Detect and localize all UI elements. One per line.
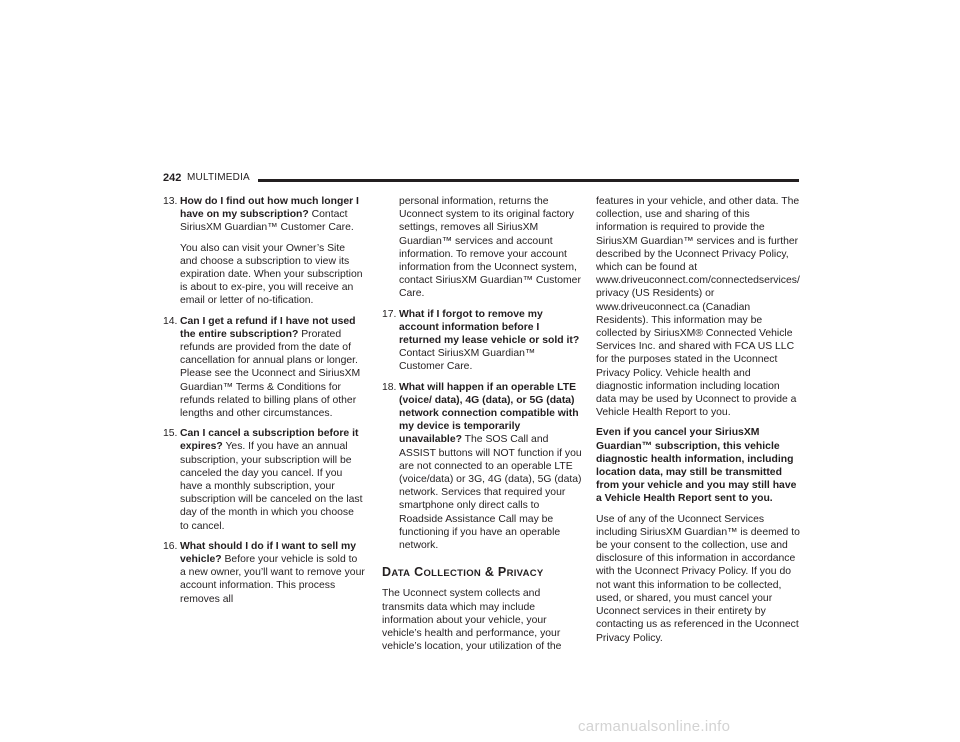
- faq-item-14: [163, 315, 365, 421]
- faq-answer: Contact SiriusXM Guardian™ Customer Care.: [399, 348, 536, 373]
- item-number: 18.: [382, 381, 397, 393]
- faq-question: Can I get a refund if I have not used the entire subscription?: [180, 315, 356, 340]
- header-rule: [258, 179, 799, 182]
- watermark: carmanualsonline.info: [578, 718, 731, 735]
- privacy-paragraph-3: Use of any of the Uconnect Services including SiriusXM Guardian™ is deemed to be your consent to the collection, use and disclosure of this information in accordance with the Uconnect Privacy Policy. If you do not want this information to be collected, used, or shared, you must cancel your Uconnect services in their entirety by contacting us as referenced in the Uconnect Privacy Policy.: [596, 513, 800, 644]
- faq-answer-extra: You also can visit your Owner’s Site and choose a subscription to view its expiration date. When your subscription is about to ex-pire, you will receive an email or letter of no-tification.: [180, 242, 363, 307]
- item-number: 16.: [163, 540, 178, 552]
- faq-item-17: [382, 308, 582, 374]
- faq-answer: The SOS Call and ASSIST buttons will NOT function if you are not connected to an operable LTE (voice/data) or 3G, 4G (data), 5G (data) network. Services that required your smartphone only direct calls to Roadside Assistance Call may be functioning if you have an operable network.: [399, 434, 582, 552]
- section-heading: DATA COLLECTION & PRIVACY: [382, 565, 544, 580]
- faq-question: Can I cancel a subscription before it expires?: [180, 428, 359, 453]
- faq-question: How do I find out how much longer I have on my subscription?: [180, 196, 359, 221]
- column-1: [163, 195, 365, 613]
- data-collection-paragraph: The Uconnect system collects and transmits data which may include information about your vehicle, your vehicle’s health and performance, your vehicle’s location, your utilization of the: [382, 588, 562, 653]
- faq-answer: Contact SiriusXM Guardian™ Customer Care.: [180, 209, 354, 234]
- page-header: [163, 172, 799, 188]
- privacy-paragraph-2: Even if you cancel your SiriusXM Guardian™ subscription, this vehicle diagnostic health information, including location data, may still be transmitted from your vehicle and you may still have a Vehicle Health Report sent to you.: [596, 427, 797, 505]
- column-2: [382, 195, 582, 661]
- item-number: 17.: [382, 308, 397, 320]
- faq-question: What will happen if an operable LTE (voice/ data), 4G (data), or 5G (data) network connection compatible with my device is temporarily unavailable?: [399, 381, 579, 446]
- faq-question: What if I forgot to remove my account information before I returned my lease vehicle or sold it?: [399, 308, 580, 347]
- item-number: 13.: [163, 196, 178, 207]
- section-title: MULTIMEDIA: [187, 172, 250, 183]
- faq-16-continuation: personal information, returns the Uconnect system to its original factory settings, removes all SiriusXM Guardian™ services and account information. To remove your account information from the Uconnect system, contact SiriusXM Guardian™ Customer Care.: [399, 196, 581, 300]
- faq-item-18: [382, 381, 582, 553]
- faq-item-15: [163, 427, 365, 533]
- privacy-paragraph-1: features in your vehicle, and other data. The collection, use and sharing of this information is required to provide the SiriusXM Guardian™ services and is further described by the Uconnect Privacy Policy, which can be found at www.driveuconnect.com/connectedservices/ privacy (US Residents) or www.driveuconnect.ca (Canadian Residents). This information may be collected by SiriusXM® Connected Vehicle Services Inc. and shared with FCA US LLC for the purposes stated in the Uconnect Privacy Policy. Vehicle health and diagnostic information including location data may be used by Uconnect to provide a Vehicle Health Report to you.: [596, 196, 800, 419]
- faq-answer: Yes. If you have an annual subscription, your subscription will be canceled the day you cancel. If you have a monthly subscription, your subscription will be canceled on the last day of the month in which you choose to cancel.: [180, 441, 363, 532]
- faq-item-16: [163, 540, 365, 606]
- faq-answer: Before your vehicle is sold to a new owner, you’ll want to remove your account information. This process removes all: [180, 554, 365, 605]
- page-number: 242: [163, 172, 182, 184]
- faq-item-13: [163, 195, 365, 308]
- item-number: 14.: [163, 315, 178, 327]
- faq-question: What should I do if I want to sell my vehicle?: [180, 540, 357, 566]
- column-3: [596, 195, 800, 652]
- faq-answer: Prorated refunds are provided from the date of cancellation for annual plans or longer. Please see the Uconnect and SiriusXM Guardian™ Terms & Conditions for refunds related to billing plans of other lengths and other circumstances.: [180, 328, 361, 420]
- item-number: 15.: [163, 428, 178, 440]
